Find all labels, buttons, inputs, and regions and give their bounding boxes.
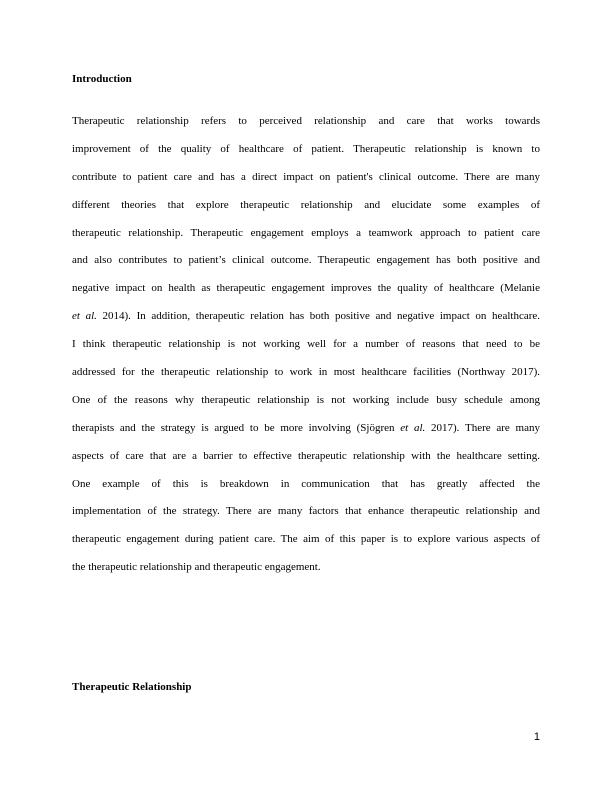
paragraph-line [72, 415, 540, 443]
paragraph-line: the therapeutic relationship and therapeutic engagement. [72, 561, 321, 574]
paragraph-line: aspects of care that are a barrier to effective therapeutic relationship with the healthcare setting. [72, 449, 540, 462]
paragraph-line: therapeutic engagement during patient care. The aim of this paper is to explore various aspects of [72, 533, 540, 546]
paragraph-line-text: 2014). In addition, therapeutic relation has both positive and negative impact on healthcare. [96, 310, 540, 323]
paragraph-line: addressed for the therapeutic relationship to work in most healthcare facilities (Northway 2017). [72, 366, 540, 379]
paragraph-line-text: 2017). There are many [425, 421, 540, 434]
paragraph-line: contribute to patient care and has a direct impact on patient's clinical outcome. There are many [72, 170, 540, 183]
paragraph-line: implementation of the strategy. There are many factors that enhance therapeutic relationship and [72, 505, 540, 518]
citation-italic: et al. [400, 421, 426, 434]
paragraph-line-text: therapists and the strategy is argued to be more involving (Sjögren [72, 421, 401, 434]
therapeutic-relationship-heading: Therapeutic Relationship [72, 681, 192, 693]
paragraph-line: negative impact on health as therapeutic engagement improves the quality of healthcare (Melanie [72, 282, 540, 295]
paragraph-line: and also contributes to patient’s clinical outcome. Therapeutic engagement has both positive and [72, 254, 540, 267]
paragraph-line: different theories that explore therapeutic relationship and elucidate some examples of [72, 198, 540, 211]
paragraph-line: Therapeutic relationship refers to perceived relationship and care that works towards [72, 115, 540, 127]
introduction-heading: Introduction [72, 73, 132, 85]
page-number: 1 [533, 731, 540, 743]
paragraph-line: I think therapeutic relationship is not working well for a number of reasons that need to be [72, 338, 540, 351]
paragraph-line: One example of this is breakdown in communication that has greatly affected the [72, 477, 540, 490]
introduction-paragraph [72, 108, 540, 582]
citation-italic: et al. [72, 310, 97, 323]
paragraph-line [72, 303, 540, 331]
paragraph-line: therapeutic relationship. Therapeutic engagement employs a teamwork approach to patient care [72, 226, 540, 239]
paragraph-line: improvement of the quality of healthcare of patient. Therapeutic relationship is known to [72, 142, 540, 155]
paragraph-line: One of the reasons why therapeutic relationship is not working include busy schedule among [72, 393, 540, 406]
